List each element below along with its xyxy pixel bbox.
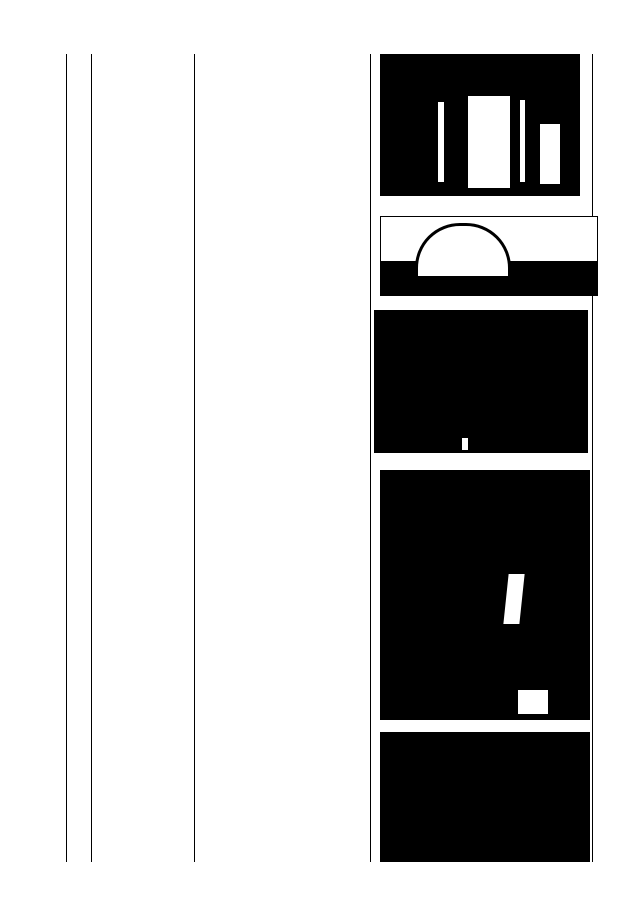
- photo-1-doorway: [468, 96, 510, 188]
- table-border-right: [592, 54, 593, 862]
- photo-5: [380, 732, 590, 862]
- table-border-col1: [91, 54, 92, 862]
- photo-2-arch: [415, 223, 511, 279]
- photo-2: [380, 216, 598, 296]
- photo-4-window-lower: [518, 690, 548, 714]
- photo-1-pilaster-left: [438, 102, 444, 182]
- table-border-left: [66, 54, 67, 862]
- photo-1-pilaster-right: [520, 100, 525, 182]
- photo-1: [380, 54, 580, 196]
- photo-4: [380, 470, 590, 720]
- description-cell: [200, 56, 364, 84]
- table-border-col2: [194, 54, 195, 862]
- photo-3: [374, 310, 588, 453]
- photo-4-window-upper: [503, 574, 524, 624]
- table-border-col3: [370, 54, 371, 862]
- photo-3-light-spot: [462, 438, 468, 450]
- photo-1-wall-right: [540, 124, 560, 184]
